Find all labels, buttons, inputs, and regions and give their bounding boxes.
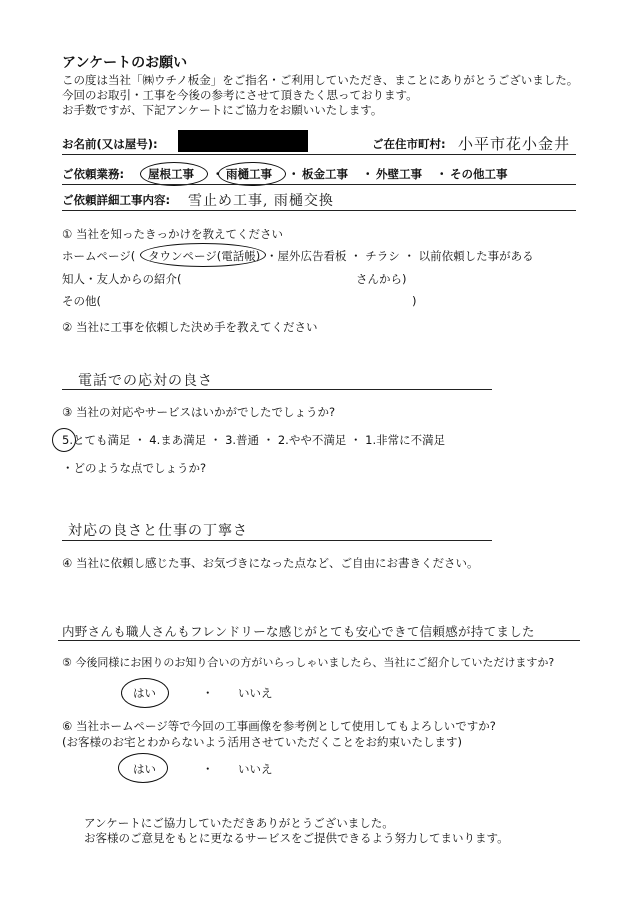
work-option-exterior: 外壁工事 [376,167,422,181]
q3-answer: 対応の良さと仕事の丁寧さ [68,523,248,539]
name-underline [62,154,576,155]
q5-yes: はい [133,686,156,700]
q5-question: ⑤ 今後同様にお困りのお知り合いの方がいらっしゃいましたら、当社にご紹介していただけますか? [62,656,555,669]
circle-mark-q3-5 [52,428,76,452]
q1-referral-end: さんから) [356,272,407,286]
q1-question: ① 当社を知ったきっかけを教えてください [62,227,283,241]
q4-underline [58,640,580,641]
closing-line-2: お客様のご意見をもとに更なるサービスをご提供できるよう努力してまいります。 [84,831,509,845]
circle-mark-townpage [140,243,266,267]
q4-answer: 内野さんも職人さんもフレンドリーな感じがとても安心できて信頼感が持てました [62,624,535,639]
detail-underline [62,210,576,211]
q3-followup: ・どのような点でしょうか? [62,461,207,475]
circle-mark-gutter [218,162,286,186]
detail-label: ご依頼詳細工事内容: [62,193,171,207]
q3-scale: 5.とても満足 ・ 4.まあ満足 ・ 3.普通 ・ 2.やや不満足 ・ 1.非常に不満足 [62,433,446,447]
q1-other: その他( [62,294,101,308]
q2-answer: 電話での応対の良さ [78,373,213,389]
name-label: お名前(又は屋号): [62,137,158,151]
page-title: アンケートのお願い [62,55,188,71]
q2-question: ② 当社に工事を依頼した決め手を教えてください [62,320,318,334]
q5-no: いいえ [238,686,273,700]
closing-line-1: アンケートにご協力していただきありがとうございました。 [84,816,394,830]
q6-question: ⑥ 当社ホームページ等で今回の工事画像を参考例として使用してもよろしいですか? [62,719,496,733]
q1-option-townpage: タウンページ(電話帳) [148,249,261,263]
q6-yes: はい [133,762,156,776]
q6-note: (お客様のお宅とわからないよう活用させていただくことをお約束いたします) [62,735,462,749]
work-sep-2: ・ [288,167,300,181]
q1-referral: 知人・友人からの紹介( [62,272,182,286]
q1-option-homepage: ホームページ( [62,249,136,263]
q4-question: ④ 当社に依頼し感じた事、お気づきになった点など、ご自由にお書きください。 [62,556,479,570]
circle-mark-roof [140,162,208,186]
circle-mark-q5-yes [121,678,169,708]
address-label: ご在住市町村: [372,137,446,151]
q1-other-end: ) [412,294,417,308]
intro-line-2: 今回のお取引・工事を今後の参考にさせて頂きたく思っております。 [62,88,418,102]
address-value: 小平市花小金井 [458,135,571,153]
work-option-roof: 屋根工事 [148,167,194,181]
circle-mark-q6-yes [118,753,168,783]
work-underline [62,184,576,185]
intro-line-3: お手数ですが、下記アンケートにご協力をお願いいたします。 [62,103,383,117]
work-option-other: その他工事 [450,167,508,181]
work-label: ご依頼業務: [62,167,125,181]
intro-line-1: この度は当社「㈱ウチノ板金」をご指名・ご利用していただき、まことにありがとうございました。 [62,73,579,87]
q3-question: ③ 当社の対応やサービスはいかがでしたでしょうか? [62,405,336,419]
q5-dot: ・ [202,686,214,700]
q3-underline [62,540,492,541]
q6-dot: ・ [202,762,214,776]
q1-options-rest: ・屋外広告看板 ・ チラシ ・ 以前依頼した事がある [266,249,534,263]
work-sep-3: ・ [362,167,374,181]
work-option-sheet-metal: 板金工事 [302,167,348,181]
redacted-name [178,130,308,152]
detail-value: 雪止め工事, 雨樋交換 [188,193,334,209]
q2-underline [62,389,492,390]
work-sep-1: ・ [212,167,224,181]
work-option-gutter: 雨樋工事 [226,167,272,181]
work-sep-4: ・ [436,167,448,181]
q6-no: いいえ [238,762,273,776]
